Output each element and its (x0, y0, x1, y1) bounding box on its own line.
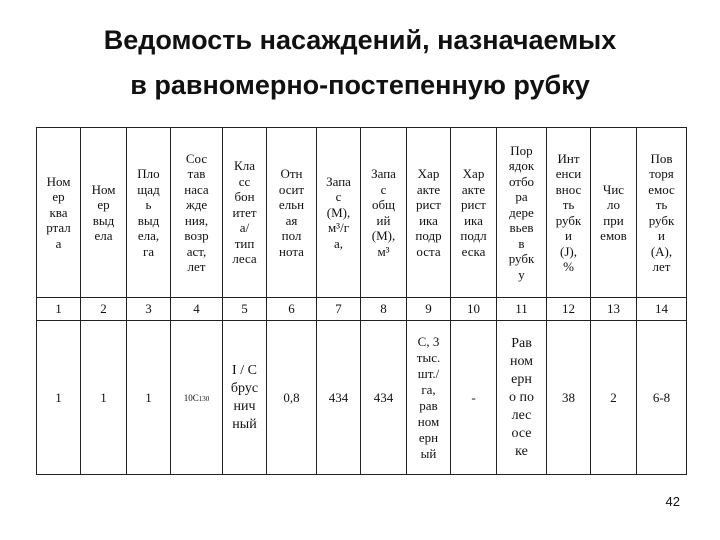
header-cell: Пло щад ь выд ела, га (127, 128, 171, 298)
cell-stock-per-ha: 434 (317, 321, 361, 475)
cell-density: 0,8 (267, 321, 317, 475)
page-number: 42 (665, 494, 680, 509)
column-number: 12 (547, 298, 591, 321)
cell-undergrowth: С, 3 тыс. шт./ га, рав ном ерн ый (407, 321, 451, 475)
column-number: 1 (37, 298, 81, 321)
cell-selection-order: Рав ном ерн о по лес осе ке (497, 321, 547, 475)
column-number: 7 (317, 298, 361, 321)
column-number: 6 (267, 298, 317, 321)
header-cell: Сос тав наса жде ния, возр аст, лет (171, 128, 223, 298)
cell-intensity: 38 (547, 321, 591, 475)
cell-repeatability: 6-8 (637, 321, 687, 475)
header-cell: Запа с (М), м³/г а, (317, 128, 361, 298)
column-number: 3 (127, 298, 171, 321)
cell-stages: 2 (591, 321, 637, 475)
cell-area: 1 (127, 321, 171, 475)
title-line-2: в равномерно-постепенную рубку (130, 70, 590, 100)
column-number: 9 (407, 298, 451, 321)
cell-underbrush: - (451, 321, 497, 475)
column-number: 13 (591, 298, 637, 321)
header-cell: Ном ер выд ела (81, 128, 127, 298)
header-cell: Чис ло при емов (591, 128, 637, 298)
column-number: 10 (451, 298, 497, 321)
column-number: 5 (223, 298, 267, 321)
header-cell: Запа с общ ий (М), м³ (361, 128, 407, 298)
table-row (37, 321, 687, 475)
header-cell: Пов торя емос ть рубк и (А), лет (637, 128, 687, 298)
cell-quarter: 1 (37, 321, 81, 475)
column-number: 11 (497, 298, 547, 321)
column-number: 4 (171, 298, 223, 321)
cell-site-class: I / C брус нич ный (223, 321, 267, 475)
slide-title (0, 18, 720, 108)
header-cell: Хар акте рист ика подр оста (407, 128, 451, 298)
column-number: 8 (361, 298, 407, 321)
title-line-1: Ведомость насаждений, назначаемых (103, 25, 617, 55)
cell-plot: 1 (81, 321, 127, 475)
header-cell: Отн осит ельн ая пол нота (267, 128, 317, 298)
column-number: 14 (637, 298, 687, 321)
header-cell: Хар акте рист ика подл еска (451, 128, 497, 298)
column-number: 2 (81, 298, 127, 321)
cell-stock-total: 434 (361, 321, 407, 475)
header-cell: Пор ядок отбо ра дере вьев в рубк у (497, 128, 547, 298)
stand-register-table (36, 127, 687, 475)
header-cell: Инт енси внос ть рубк и (J), % (547, 128, 591, 298)
header-cell: Кла сс бон итет а/ тип леса (223, 128, 267, 298)
column-number-row (37, 298, 687, 321)
cell-composition: 10С130 (171, 321, 223, 475)
header-cell: Ном ер ква ртал а (37, 128, 81, 298)
table-header-row (37, 128, 687, 298)
